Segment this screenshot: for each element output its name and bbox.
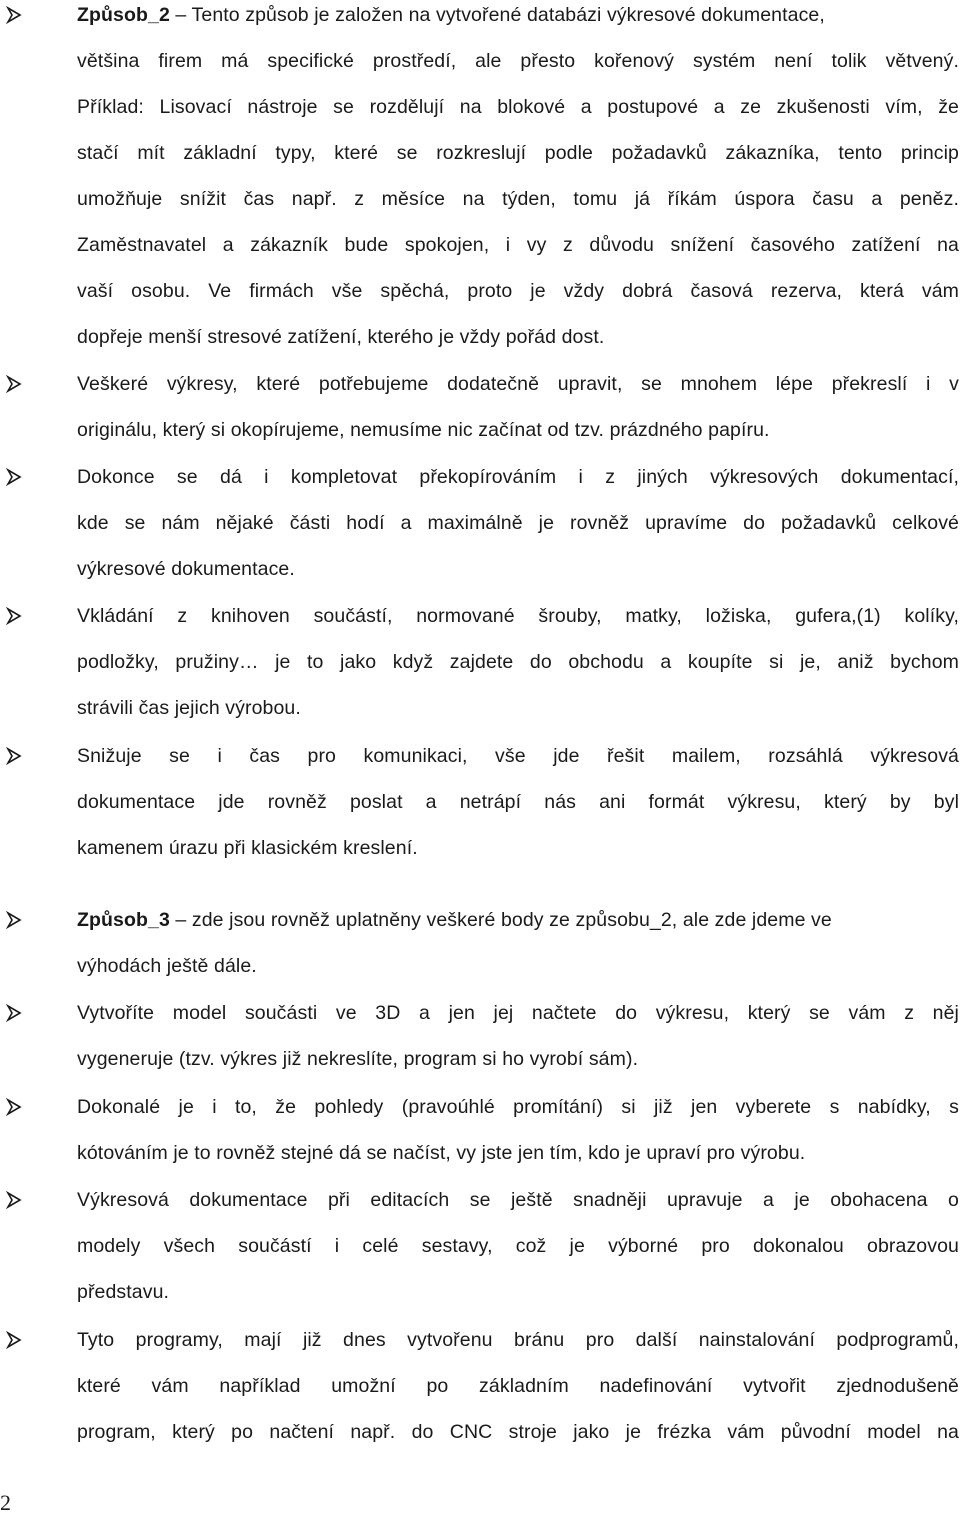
list-item-text: Výkresová dokumentace při editacích se ještě snadněji upravuje a je obohacena o modely všech součástí i celé sestavy, což je výborné pro dokonalou obrazovou představu. (77, 1189, 959, 1303)
list-item-text: Vkládání z knihoven součástí, normované šrouby, matky, ložiska, gufera,(1) kolíky, podložky, pružiny… je to jako když zajdete do obchodu a koupíte si je, aniž bychom strávili čas jejich výrobou. (77, 605, 959, 719)
arrow-bullet-icon (5, 897, 25, 943)
list-item-text: Snižuje se i čas pro komunikaci, vše jde řešit mailem, rozsáhlá výkresová dokumentace jde rovněž poslat a netrápí nás ani formát výkresu, který by byl kamenem úrazu při klasickém kreslení. (77, 745, 959, 859)
bold-heading: Způsob_2 (77, 4, 170, 26)
list-item-text: Způsob_3 – zde jsou rovněž uplatněny veškeré body ze způsobu_2, ale zde jdeme ve výhodách ještě dále. (77, 909, 832, 977)
list-item-text: Dokonalé je i to, že pohledy (pravoúhlé promítání) si již jen vyberete s nabídky, s kótováním je to rovněž stejné dá se načíst, vy jste jen tím, kdo je upraví pro výrobu. (77, 1096, 959, 1164)
arrow-bullet-icon (5, 1084, 25, 1130)
list-item-text: Dokonce se dá i kompletovat překopírováním i z jiných výkresových dokumentací, kde se nám nějaké části hodí a maximálně je rovněž upravíme do požadavků celkové výkresové dokumentace. (77, 466, 959, 580)
bold-heading: Způsob_3 (77, 909, 170, 931)
arrow-bullet-icon (5, 1177, 25, 1223)
list-item-text: Veškeré výkresy, které potřebujeme dodatečně upravit, se mnohem lépe překreslí i v originálu, který si okopírujeme, nemusíme nic začínat od tzv. prázdného papíru. (77, 373, 959, 441)
list-item-text: Vytvoříte model součásti ve 3D a jen jej načtete do výkresu, který se vám z něj vygeneruje (tzv. výkres již nekreslíte, program si ho vyrobí sám). (77, 1002, 959, 1070)
list-item-text: Tyto programy, mají již dnes vytvořenu bránu pro další nainstalování podprogramů, které vám například umožní po základním nadefinování vytvořit zjednodušeně program, který po načtení např. do CNC stroje jako je frézka vám původní model na (77, 1329, 959, 1443)
list-item-text: Způsob_2 – Tento způsob je založen na vytvořené databázi výkresové dokumentace, většina firem má specifické prostředí, ale přesto kořenový systém není tolik větvený. Příklad: Lisovací nástroje se rozdělují na blokové a postupové a ze zkušenosti vím, že stačí mít základní typy, které se rozkreslují podle požadavků zákazníka, tento princip umožňuje snížit čas např. z měsíce na týden, tomu já říkám úspora času a peněz. Zaměstnavatel a zákazník bude spokojen, i vy z důvodu snížení časového zatížení na vaší osobu. Ve firmách vše spěchá, proto je vždy dobrá časová rezerva, která vám dopřeje menší stresové zatížení, kterého je vždy pořád dost. (77, 4, 959, 348)
arrow-bullet-icon (5, 733, 25, 779)
arrow-bullet-icon (5, 454, 25, 500)
arrow-bullet-icon (5, 1317, 25, 1363)
arrow-bullet-icon (5, 990, 25, 1036)
arrow-bullet-icon (5, 0, 25, 38)
arrow-bullet-icon (5, 593, 25, 639)
page-number: 2 (0, 1490, 11, 1515)
arrow-bullet-icon (5, 361, 25, 407)
